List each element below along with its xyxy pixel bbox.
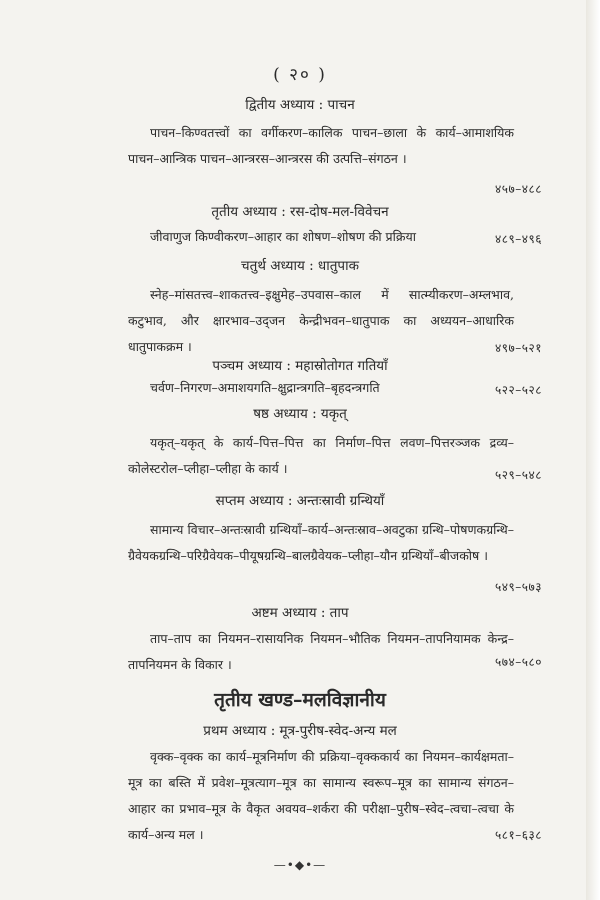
page-range: ५२९–५४८ <box>495 468 542 482</box>
chapter-heading: सप्तम अध्याय : अन्तःस्रावी ग्रन्थियाँ <box>215 493 385 509</box>
page-range: ४५७–४८८ <box>495 182 542 196</box>
page-range: ५७४–५८० <box>495 655 542 669</box>
chapter-contents: स्नेह–मांसतत्त्व–शाकतत्त्व–इक्षुमेह–उपवास–काल में सात्म्यीकरण–अम्लभाव, कटुभाव, और क्षारभाव–उद्‍जन केन्द्रीभवन–धातुपाक का अध्ययन–आधारिक धातुपाकक्रम । <box>128 287 514 354</box>
chapter-contents: ताप–ताप का नियमन–रासायनिक नियमन–भौतिक नियमन–तापनियामक केन्द्र–तापनियमन के विकार । <box>128 631 514 672</box>
chapter-heading: द्वितीय अध्याय : पाचन <box>245 97 355 113</box>
page-range: ४८९–४९६ <box>495 232 542 246</box>
page-range: ५८१–६३८ <box>495 828 542 842</box>
chapter-heading: चतुर्थ अध्याय : धातुपाक <box>241 258 359 274</box>
ornament-divider: —•◆•— <box>273 858 327 872</box>
chapter-contents: सामान्य विचार–अन्तःस्रावी ग्रन्थियाँ–कार्य–अन्तःस्राव–अवटुका ग्रन्थि–पोषणकग्रन्थि–ग्रैवेयकग्रन्थि–परिग्रैवेयक–पीयूषग्रन्थि–बालग्रैवेयक–प्लीहा–यौन ग्रन्थियाँ–बीजकोष । <box>128 522 514 563</box>
chapter-heading: षष्ठ अध्याय : यकृत् <box>253 406 347 422</box>
chapter-contents: चर्वण–निगरण–अमाशयगति–क्षुद्रान्त्रगति–बृहदन्त्रगति <box>150 380 380 395</box>
page-range: ५४९–५७३ <box>495 580 542 594</box>
chapter-heading: तृतीय अध्याय : रस-दोष-मल-विवेचन <box>211 204 389 220</box>
page-edge <box>586 0 600 900</box>
chapter-heading: प्रथम अध्याय : मूत्र-पुरीष-स्वेद-अन्य मल <box>203 723 397 739</box>
page-range: ५२२–५२८ <box>495 383 542 397</box>
chapter-contents: वृक्क–वृक्क का कार्य–मूत्रनिर्माण की प्रक्रिया–वृक्ककार्य का नियमन–कार्यक्षमता–मूत्र का बस्ति में प्रवेश–मूत्रत्याग–मूत्र का सामान्य स्वरूप–मूत्र का सामान्य संगठन–आहार का प्रभाव–मूत्र के वैकृत अवयव–शर्करा की परीक्षा–पुरीष–स्वेद–त्वचा–त्वचा के कार्य–अन्य मल । <box>128 749 514 842</box>
chapter-heading: पञ्चम अध्याय : महास्रोतोगत गतियाँ <box>212 358 388 374</box>
chapter-contents: जीवाणुज किण्वीकरण–आहार का शोषण–शोषण की प्रक्रिया <box>150 229 416 244</box>
page-number: ( २० ) <box>273 65 327 85</box>
page-range: ४९७–५२१ <box>495 341 542 355</box>
section-title: तृतीय खण्ड–मलविज्ञानीय <box>214 689 386 711</box>
chapter-contents: यकृत्–यकृत् के कार्य–पित्त–पित्त का निर्माण–पित्त लवण–पित्तरञ्जक द्रव्य–कोलेस्टरोल–प्लीहा–प्लीहा के कार्य । <box>128 435 514 476</box>
chapter-heading: अष्टम अध्याय : ताप <box>251 605 349 621</box>
chapter-contents: पाचन–किण्वतत्त्वों का वर्गीकरण–कालिक पाचन–छाला के कार्य–आमाशयिक पाचन–आन्त्रिक पाचन–आन्त्ररस–आन्त्ररस की उत्पत्ति–संगठन । <box>128 125 514 166</box>
